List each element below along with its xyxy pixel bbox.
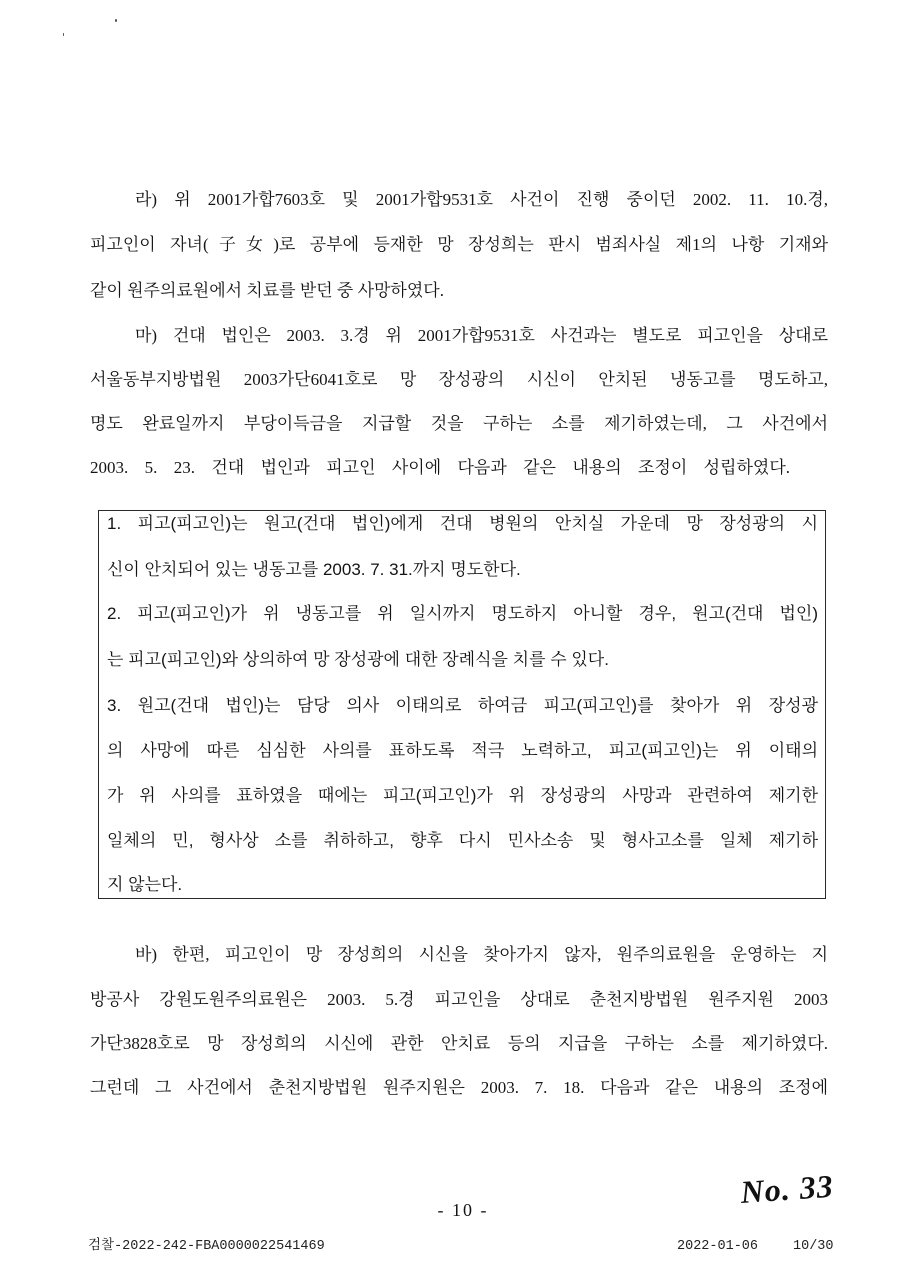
- text-line: 라) 위 2001가합7603호 및 2001가합9531호 사건이 진행 중이던 2002. 11. 10.경,: [135, 190, 828, 209]
- scan-speck: [115, 19, 117, 22]
- page-number: - 10 -: [437, 1200, 489, 1220]
- text-line: 바) 한편, 피고인이 망 장성희의 시신을 찾아가지 않자, 원주의료원을 운영하는 지: [135, 945, 828, 964]
- text-line: 서울동부지방법원 2003가단6041호로 망 장성광의 시신이 안치된 냉동고를 명도하고,: [90, 370, 828, 389]
- text-line: 가단3828호로 망 장성희의 시신에 관한 안치료 등의 지급을 구하는 소를 제기하였다.: [90, 1034, 828, 1053]
- text-line: 같이 원주의료원에서 치료를 받던 중 사망하였다.: [90, 281, 444, 300]
- box-text-line: 신이 안치되어 있는 냉동고를 2003. 7. 31.까지 명도한다.: [107, 560, 521, 579]
- text-line: 2003. 5. 23. 건대 법인과 피고인 사이에 다음과 같은 내용의 조정이 성립하였다.: [90, 458, 790, 477]
- box-text-line: 의 사망에 따른 심심한 사의를 표하도록 적극 노력하고, 피고(피고인)는 위 이태의: [107, 741, 818, 760]
- settlement-terms-box: [98, 510, 826, 899]
- box-text-line: 일체의 민, 형사상 소를 취하하고, 향후 다시 민사소송 및 형사고소를 일체 제기하: [107, 831, 818, 850]
- box-text-line: 지 않는다.: [107, 875, 183, 894]
- scan-speck: [63, 33, 64, 36]
- box-text-line: 는 피고(피고인)와 상의하여 망 장성광에 대한 장례식을 치를 수 있다.: [107, 650, 609, 669]
- box-text-line: 1. 피고(피고인)는 원고(건대 법인)에게 건대 병원의 안치실 가운데 망 장성광의 시: [107, 514, 818, 533]
- handwritten-page-mark: No. 33: [739, 1167, 835, 1211]
- text-line: 그런데 그 사건에서 춘천지방법원 원주지원은 2003. 7. 18. 다음과 같은 내용의 조정에: [90, 1078, 828, 1097]
- document-date: 2022-01-06: [677, 1239, 759, 1254]
- document-id: 검찰-2022-242-FBA0000022541469: [88, 1239, 325, 1254]
- text-line: 명도 완료일까지 부당이득금을 지급할 것을 구하는 소를 제기하였는데, 그 사건에서: [90, 414, 828, 433]
- box-text-line: 가 위 사의를 표하였을 때에는 피고(피고인)가 위 장성광의 사망과 관련하여 제기한: [107, 786, 818, 805]
- text-line: 마) 건대 법인은 2003. 3.경 위 2001가합9531호 사건과는 별도로 피고인을 상대로: [135, 326, 828, 345]
- box-text-line: 2. 피고(피고인)가 위 냉동고를 위 일시까지 명도하지 아니할 경우, 원고(건대 법인): [107, 604, 818, 623]
- text-line: 방공사 강원도원주의료원은 2003. 5.경 피고인을 상대로 춘천지방법원 원주지원 2003: [90, 990, 828, 1009]
- page-count: 10/30: [793, 1239, 834, 1254]
- text-line: 피고인이 자녀(子女)로 공부에 등재한 망 장성희는 판시 범죄사실 제1의 나항 기재와: [90, 235, 828, 254]
- box-text-line: 3. 원고(건대 법인)는 담당 의사 이태의로 하여금 피고(피고인)를 찾아가 위 장성광: [107, 696, 818, 715]
